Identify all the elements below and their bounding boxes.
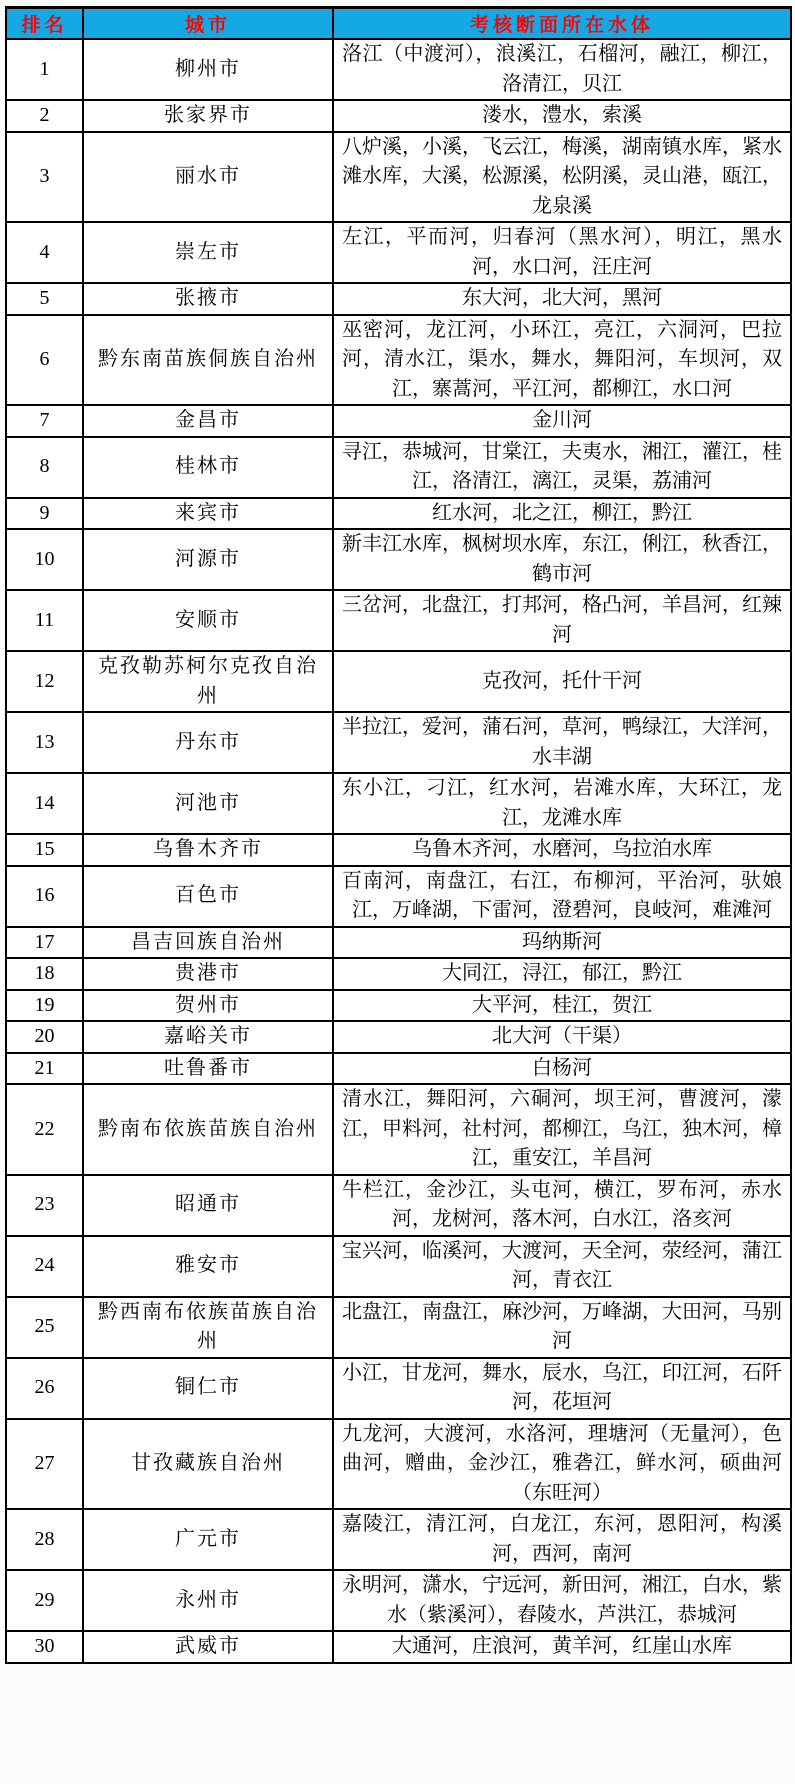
waters-cell: 九龙河，大渡河，水洛河，理塘河（无量河），色曲河，赠曲，金沙江，雅砻江，鲜水河，硕曲河（东旺河）: [333, 1419, 791, 1510]
city-cell: 柳州市: [83, 39, 333, 100]
table-row: [6, 283, 791, 315]
header-rank: 排名: [6, 8, 83, 40]
waters-cell: 大同江，浔江，郁江，黔江: [333, 958, 791, 990]
city-cell: 吐鲁番市: [83, 1053, 333, 1085]
waters-cell: 克孜河，托什干河: [333, 651, 791, 712]
rank-cell: 28: [6, 1509, 83, 1570]
city-cell: 武威市: [83, 1631, 333, 1663]
city-cell: 甘孜藏族自治州: [83, 1419, 333, 1510]
rank-cell: 26: [6, 1358, 83, 1419]
rank-cell: 10: [6, 529, 83, 590]
city-cell: 黔南布依族苗族自治州: [83, 1084, 333, 1175]
waters-cell: 牛栏江，金沙江，头屯河，横江，罗布河，赤水河，龙树河，落木河，白水江，洛亥河: [333, 1175, 791, 1236]
rank-cell: 16: [6, 866, 83, 927]
city-cell: 贵港市: [83, 958, 333, 990]
table-row: [6, 315, 791, 406]
rank-cell: 14: [6, 773, 83, 834]
waters-cell: 大平河，桂江，贺江: [333, 990, 791, 1022]
table-row: [6, 1419, 791, 1510]
city-cell: 黔东南苗族侗族自治州: [83, 315, 333, 406]
table-row: [6, 132, 791, 223]
city-cell: 广元市: [83, 1509, 333, 1570]
rank-cell: 29: [6, 1570, 83, 1631]
rank-cell: 6: [6, 315, 83, 406]
waters-cell: 百南河，南盘江，右江，布柳河，平治河，驮娘江，万峰湖，下雷河，澄碧河，良岐河，难滩河: [333, 866, 791, 927]
city-cell: 贺州市: [83, 990, 333, 1022]
rank-cell: 17: [6, 927, 83, 959]
city-cell: 昭通市: [83, 1175, 333, 1236]
waters-cell: 小江，甘龙河，舞水，辰水，乌江，印江河，石阡河，花垣河: [333, 1358, 791, 1419]
table-row: [6, 1358, 791, 1419]
city-cell: 昌吉回族自治州: [83, 927, 333, 959]
waters-cell: 半拉江，爱河，蒲石河，草河，鸭绿江，大洋河，水丰湖: [333, 712, 791, 773]
waters-cell: 洛江（中渡河），浪溪江，石榴河，融江，柳江，洛清江，贝江: [333, 39, 791, 100]
table-row: [6, 651, 791, 712]
waters-cell: 三岔河，北盘江，打邦河，格凸河，羊昌河，红辣河: [333, 590, 791, 651]
table-row: [6, 1570, 791, 1631]
table-row: [6, 222, 791, 283]
city-cell: 永州市: [83, 1570, 333, 1631]
rank-cell: 7: [6, 405, 83, 437]
rank-cell: 21: [6, 1053, 83, 1085]
table-row: [6, 834, 791, 866]
rank-cell: 1: [6, 39, 83, 100]
waters-cell: 大通河，庄浪河，黄羊河，红崖山水库: [333, 1631, 791, 1663]
table-row: [6, 498, 791, 530]
waters-cell: 白杨河: [333, 1053, 791, 1085]
waters-cell: 巫密河，龙江河，小环江，亮江，六洞河，巴拉河，清水江，渠水，舞水，舞阳河，车坝河，双江，寨蒿河，平江河，都柳江，水口河: [333, 315, 791, 406]
table-row: [6, 990, 791, 1022]
waters-cell: 乌鲁木齐河，水磨河，乌拉泊水库: [333, 834, 791, 866]
waters-cell: 东大河，北大河，黑河: [333, 283, 791, 315]
rank-cell: 4: [6, 222, 83, 283]
table-row: [6, 1175, 791, 1236]
rank-cell: 12: [6, 651, 83, 712]
rank-cell: 13: [6, 712, 83, 773]
rank-cell: 20: [6, 1021, 83, 1053]
rank-cell: 9: [6, 498, 83, 530]
rank-cell: 18: [6, 958, 83, 990]
table-row: [6, 1236, 791, 1297]
rank-cell: 22: [6, 1084, 83, 1175]
waters-cell: 永明河，潇水，宁远河，新田河，湘江，白水，紫水（紫溪河），舂陵水，芦洪江，恭城河: [333, 1570, 791, 1631]
city-cell: 桂林市: [83, 437, 333, 498]
waters-cell: 寻江，恭城河，甘棠江，夫夷水，湘江，灌江，桂江，洛清江，漓江，灵渠，荔浦河: [333, 437, 791, 498]
header-waters: 考核断面所在水体: [333, 8, 791, 40]
waters-cell: 嘉陵江，清江河，白龙江，东河，恩阳河，构溪河，西河，南河: [333, 1509, 791, 1570]
waters-cell: 左江，平而河，归春河（黑水河），明江，黑水河，水口河，汪庄河: [333, 222, 791, 283]
table-row: [6, 866, 791, 927]
header-city: 城市: [83, 8, 333, 40]
table-row: [6, 437, 791, 498]
rank-cell: 27: [6, 1419, 83, 1510]
city-cell: 丽水市: [83, 132, 333, 223]
city-cell: 河池市: [83, 773, 333, 834]
table-header: [6, 8, 791, 40]
waters-cell: 八炉溪，小溪，飞云江，梅溪，湖南镇水库，紧水滩水库，大溪，松源溪，松阴溪，灵山港，瓯江，龙泉溪: [333, 132, 791, 223]
city-cell: 河源市: [83, 529, 333, 590]
city-cell: 张家界市: [83, 100, 333, 132]
table-row: [6, 927, 791, 959]
table-row: [6, 958, 791, 990]
city-cell: 崇左市: [83, 222, 333, 283]
rank-cell: 25: [6, 1297, 83, 1358]
table-row: [6, 1631, 791, 1663]
city-cell: 嘉峪关市: [83, 1021, 333, 1053]
table-row: [6, 100, 791, 132]
waters-cell: 新丰江水库，枫树坝水库，东江，俐江，秋香江，鹤市河: [333, 529, 791, 590]
table-row: [6, 529, 791, 590]
table-row: [6, 1297, 791, 1358]
table-row: [6, 1021, 791, 1053]
rank-cell: 23: [6, 1175, 83, 1236]
city-water-ranking-table: [5, 6, 792, 1664]
waters-cell: 北盘江，南盘江，麻沙河，万峰湖，大田河，马别河: [333, 1297, 791, 1358]
city-cell: 丹东市: [83, 712, 333, 773]
table-body: [6, 39, 791, 1663]
rank-cell: 30: [6, 1631, 83, 1663]
rank-cell: 5: [6, 283, 83, 315]
city-cell: 克孜勒苏柯尔克孜自治州: [83, 651, 333, 712]
city-cell: 黔西南布依族苗族自治州: [83, 1297, 333, 1358]
city-cell: 铜仁市: [83, 1358, 333, 1419]
table-row: [6, 773, 791, 834]
rank-cell: 8: [6, 437, 83, 498]
table-row: [6, 405, 791, 437]
rank-cell: 3: [6, 132, 83, 223]
table-row: [6, 590, 791, 651]
waters-cell: 北大河（干渠）: [333, 1021, 791, 1053]
table-row: [6, 712, 791, 773]
waters-cell: 红水河，北之江，柳江，黔江: [333, 498, 791, 530]
table-row: [6, 1084, 791, 1175]
waters-cell: 清水江，舞阳河，六硐河，坝王河，曹渡河，濛江，甲料河，社村河，都柳江，乌江，独木河，樟江，重安江，羊昌河: [333, 1084, 791, 1175]
city-cell: 安顺市: [83, 590, 333, 651]
waters-cell: 东小江，刁江，红水河，岩滩水库，大环江，龙江，龙滩水库: [333, 773, 791, 834]
rank-cell: 2: [6, 100, 83, 132]
waters-cell: 宝兴河，临溪河，大渡河，天全河，荥经河，蒲江河，青衣江: [333, 1236, 791, 1297]
table-row: [6, 1053, 791, 1085]
city-cell: 百色市: [83, 866, 333, 927]
rank-cell: 15: [6, 834, 83, 866]
header-row: [6, 8, 791, 40]
table-row: [6, 1509, 791, 1570]
table-row: [6, 39, 791, 100]
city-cell: 乌鲁木齐市: [83, 834, 333, 866]
rank-cell: 11: [6, 590, 83, 651]
rank-cell: 19: [6, 990, 83, 1022]
waters-cell: 溇水，澧水，索溪: [333, 100, 791, 132]
city-cell: 来宾市: [83, 498, 333, 530]
city-cell: 雅安市: [83, 1236, 333, 1297]
rank-cell: 24: [6, 1236, 83, 1297]
city-cell: 张掖市: [83, 283, 333, 315]
waters-cell: 金川河: [333, 405, 791, 437]
waters-cell: 玛纳斯河: [333, 927, 791, 959]
city-cell: 金昌市: [83, 405, 333, 437]
